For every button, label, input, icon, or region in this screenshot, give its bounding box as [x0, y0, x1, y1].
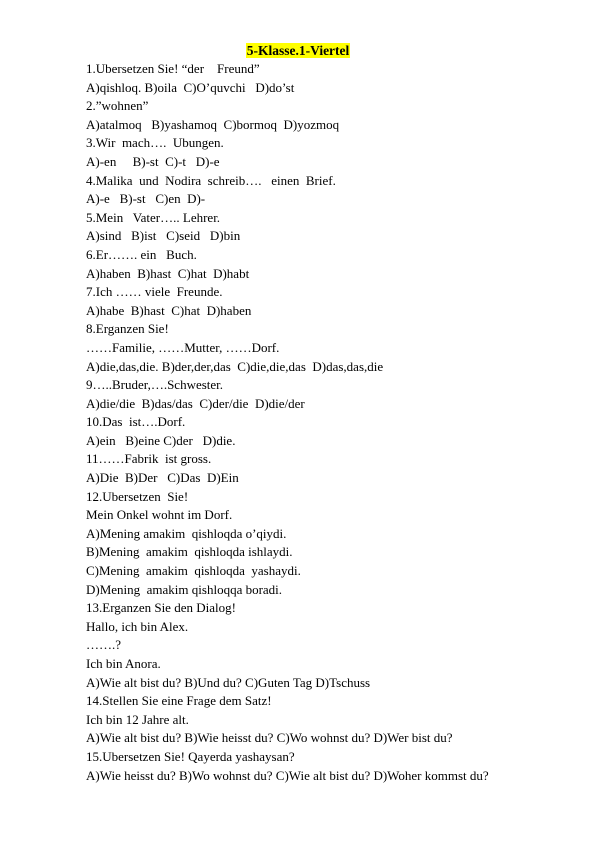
worksheet-line: 3.Wir mach…. Ubungen. [86, 135, 224, 151]
worksheet-line: ……Familie, ……Mutter, ……Dorf. [86, 339, 280, 355]
worksheet-line: …….? [86, 637, 122, 653]
worksheet-line: 8.Erganzen Sie! [86, 321, 169, 337]
worksheet-line: 12.Ubersetzen Sie! [86, 488, 189, 504]
worksheet-line: Hallo, ich bin Alex. [86, 618, 189, 634]
worksheet-line: C)Mening amakim qishloqda yashaydi. [86, 563, 301, 579]
worksheet-line: A)haben B)hast C)hat D)habt [86, 265, 250, 281]
worksheet-line: A)sind B)ist C)seid D)bin [86, 228, 241, 244]
worksheet-lines [86, 60, 566, 785]
worksheet-line: 10.Das ist….Dorf. [86, 414, 186, 430]
worksheet-line: A)qishloq. B)oila C)O’quvchi D)do’st [86, 79, 295, 95]
worksheet-line: 14.Stellen Sie eine Frage dem Satz! [86, 693, 272, 709]
worksheet-line: A)Wie alt bist du? B)Wie heisst du? C)Wo wohnst du? D)Wer bist du? [86, 730, 453, 746]
worksheet-line: A)die,das,die. B)der,der,das C)die,die,das D)das,das,die [86, 358, 384, 374]
worksheet-line: 6.Er……. ein Buch. [86, 246, 197, 262]
worksheet-line: 15.Ubersetzen Sie! Qayerda yashaysan? [86, 748, 295, 764]
worksheet-line: A)atalmoq B)yashamoq C)bormoq D)yozmoq [86, 116, 340, 132]
title-block [0, 42, 596, 59]
worksheet-line: 2.”wohnen” [86, 98, 149, 114]
worksheet-line: 5.Mein Vater….. Lehrer. [86, 209, 221, 225]
worksheet-line: A)Wie heisst du? B)Wo wohnst du? C)Wie alt bist du? D)Woher kommst du? [86, 767, 489, 783]
worksheet-line: 1.Ubersetzen Sie! “der Freund” [86, 61, 260, 76]
worksheet-line: 7.Ich …… viele Freunde. [86, 284, 223, 300]
worksheet-line: A)habe B)hast C)hat D)haben [86, 302, 252, 318]
worksheet-line: Mein Onkel wohnt im Dorf. [86, 507, 233, 523]
worksheet-line: A)die/die B)das/das C)der/die D)die/der [86, 395, 305, 411]
worksheet-line: Ich bin 12 Jahre alt. [86, 711, 189, 727]
worksheet-line: 11……Fabrik ist gross. [86, 451, 212, 467]
worksheet-line: A)Die B)Der C)Das D)Ein [86, 470, 239, 486]
worksheet-line: A)-e B)-st C)en D)- [86, 191, 206, 207]
worksheet-line: D)Mening amakim qishloqqa boradi. [86, 581, 283, 597]
worksheet-line: 13.Erganzen Sie den Dialog! [86, 600, 236, 616]
worksheet-line: Ich bin Anora. [86, 656, 161, 671]
worksheet-line: B)Mening amakim qishloqda ishlaydi. [86, 544, 293, 560]
worksheet-line: A)ein B)eine C)der D)die. [86, 432, 236, 448]
worksheet-line: A)Mening amakim qishloqda o’qiydi. [86, 525, 287, 541]
worksheet-line: A)-en B)-st C)-t D)-e [86, 153, 220, 169]
worksheet-line: 9…..Bruder,….Schwester. [86, 377, 224, 393]
page-title: 5-Klasse.1-Viertel [246, 43, 350, 58]
worksheet-line: A)Wie alt bist du? B)Und du? C)Guten Tag D)Tschuss [86, 674, 371, 690]
worksheet-line: 4.Malika und Nodira schreib…. einen Brief. [86, 172, 336, 188]
